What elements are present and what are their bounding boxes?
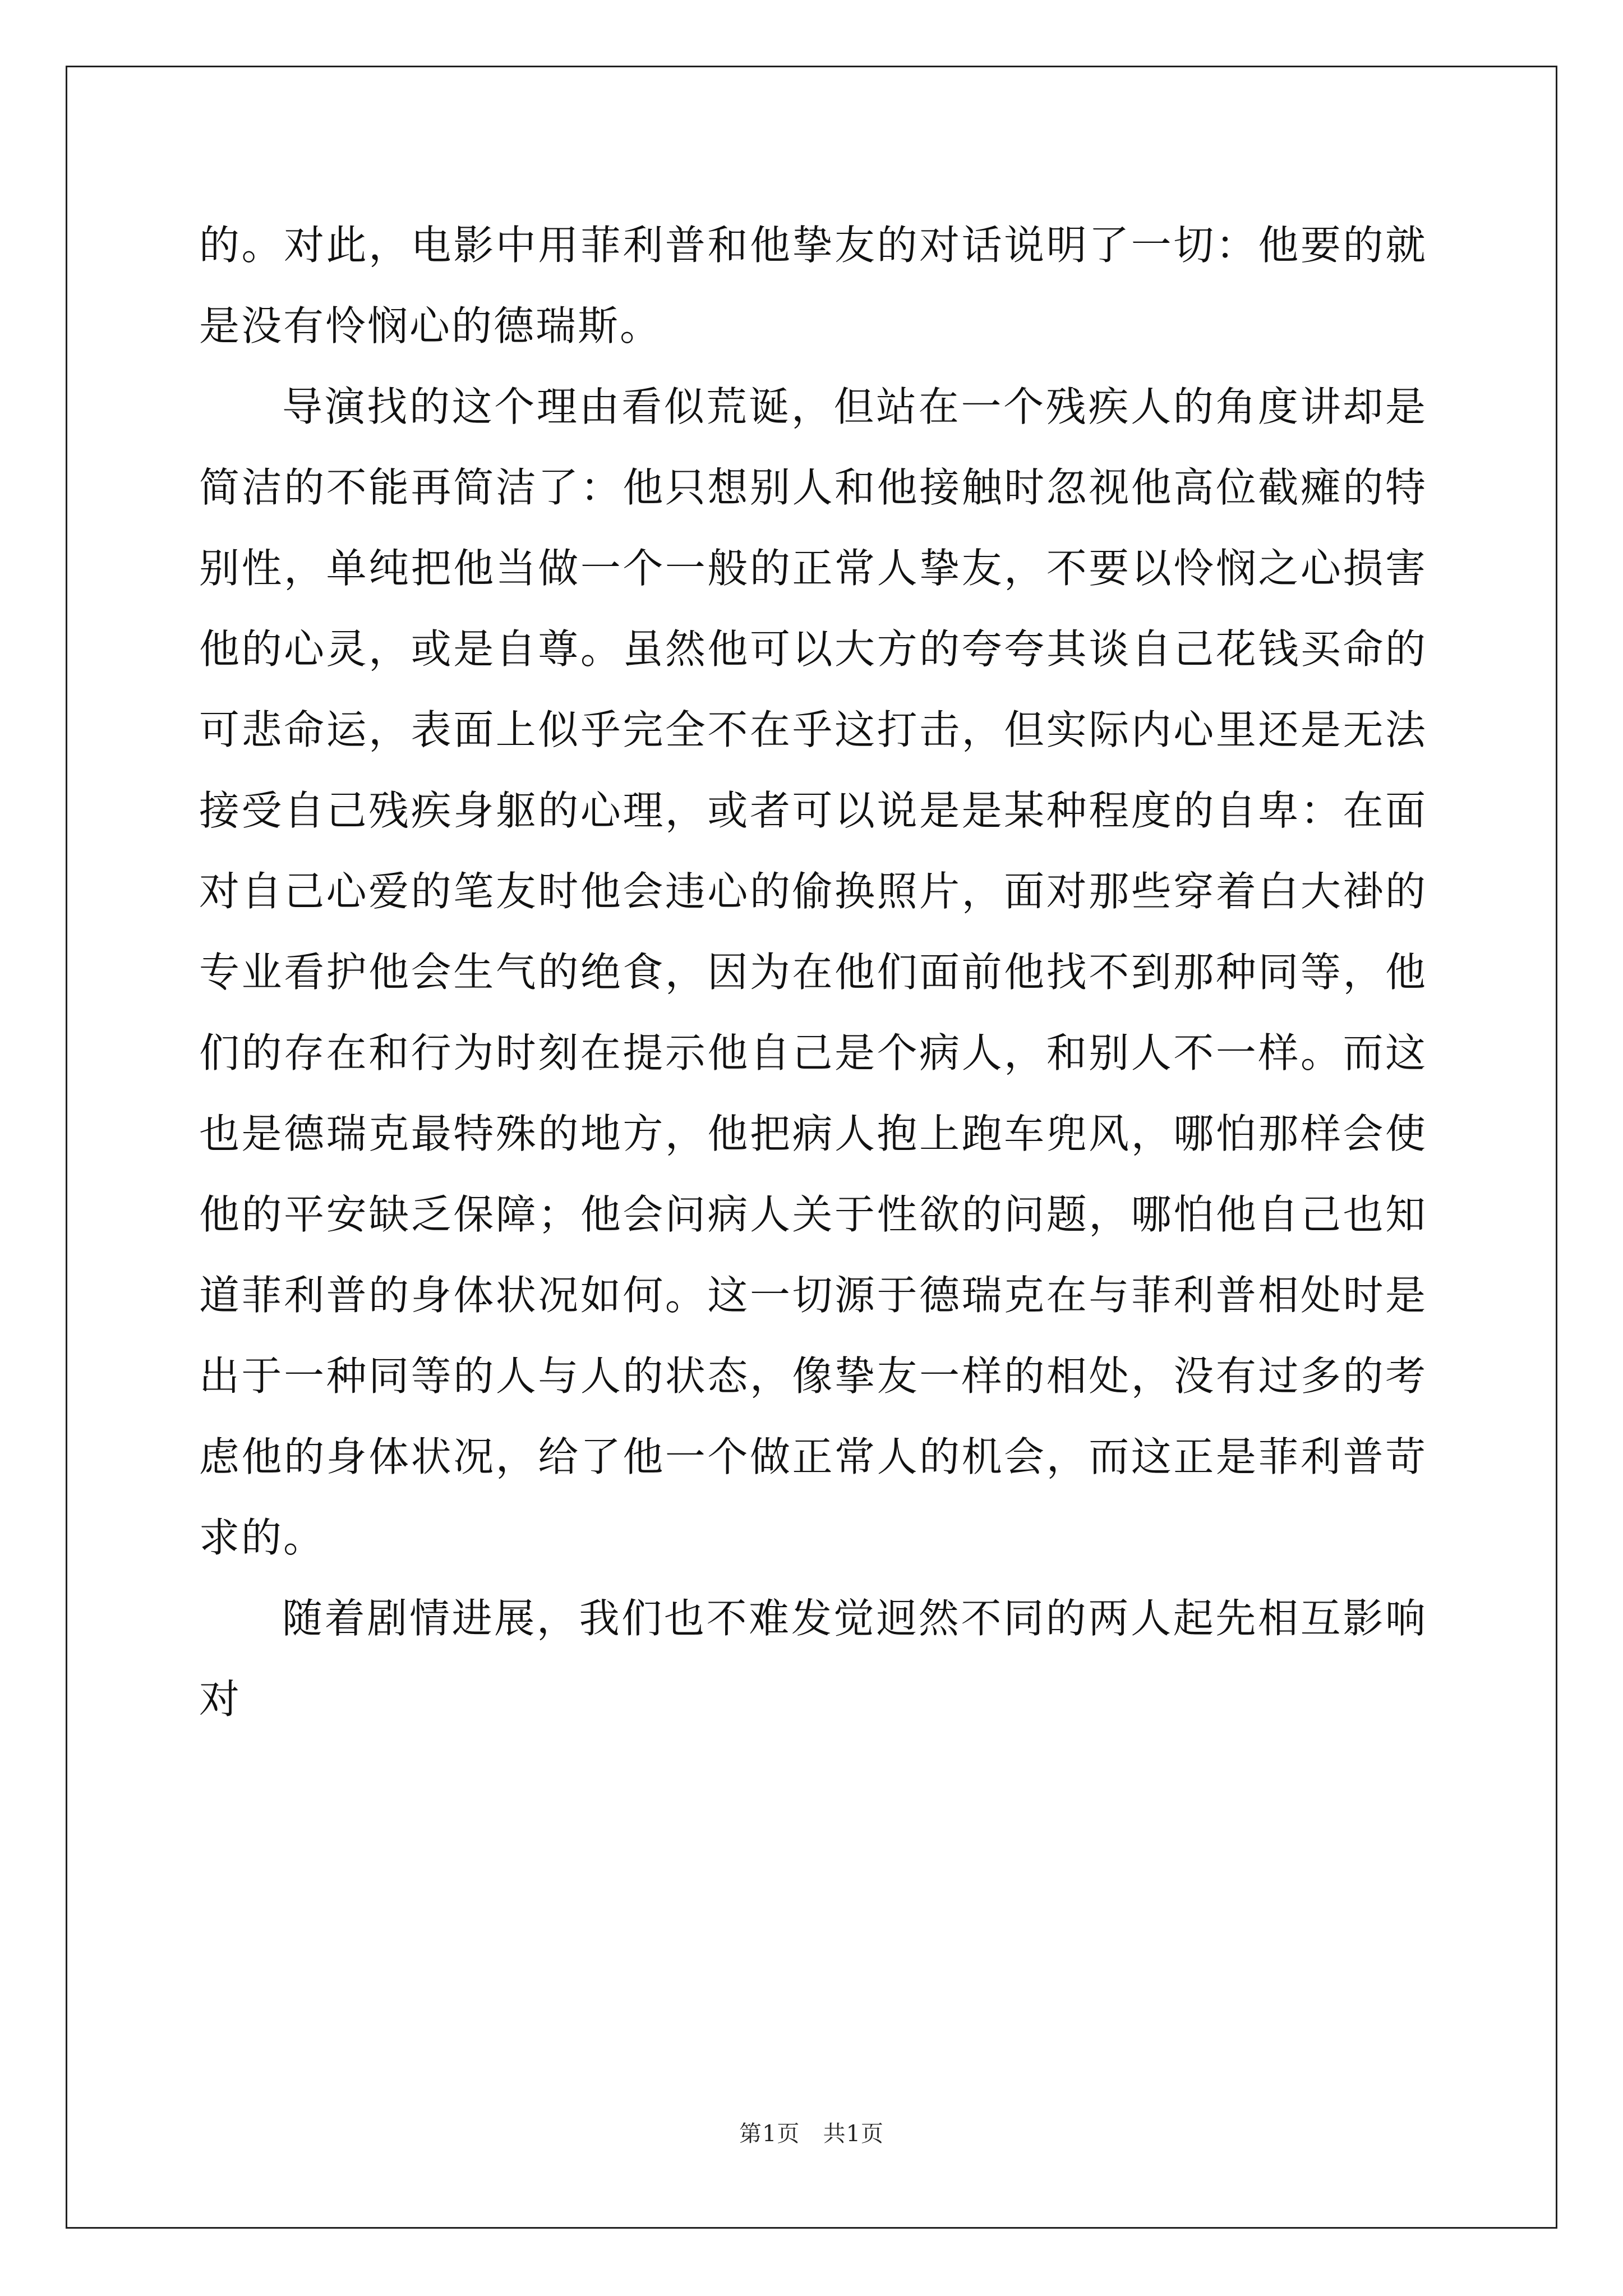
page-total: 共1页	[823, 2121, 884, 2147]
paragraph-2: 导演找的这个理由看似荒诞，但站在一个残疾人的角度讲却是简洁的不能再简洁了：他只想别人和他接触时忽视他高位截瘫的特别性，单纯把他当做一个一般的正常人挚友，不要以怜悯之心损害他的心灵，或是自尊。虽然他可以大方的夸夸其谈自己花钱买命的可悲命运，表面上似乎完全不在乎这打击，但实际内心里还是无法接受自己残疾身躯的心理，或者可以说是是某种程度的自卑：在面对自己心爱的笔友时他会违心的偷换照片，面对那些穿着白大褂的专业看护他会生气的绝食，因为在他们面前他找不到那种同等，他们的存在和行为时刻在提示他自己是个病人，和别人不一样。而这也是德瑞克最特殊的地方，他把病人抱上跑车兜风，哪怕那样会使他的平安缺乏保障；他会问病人关于性欲的问题，哪怕他自己也知道菲利普的身体状况如何。这一切源于德瑞克在与菲利普相处时是出于一种同等的人与人的状态，像挚友一样的相处，没有过多的考虑他的身体状况，给了他一个做正常人的机会，而这正是菲利普苛求的。	[199, 383, 1427, 1561]
page-footer	[0, 2116, 1623, 2148]
paragraph-1: 的。对此，电影中用菲利普和他挚友的对话说明了一切：他要的就是没有怜悯心的德瑞斯。	[199, 222, 1427, 349]
footer-gap	[800, 2121, 823, 2147]
paragraph-3: 随着剧情进展，我们也不难发觉迥然不同的两人起先相互影响对	[199, 1595, 1427, 1723]
page-number: 第1页	[739, 2121, 800, 2147]
document-body	[199, 205, 1427, 1740]
